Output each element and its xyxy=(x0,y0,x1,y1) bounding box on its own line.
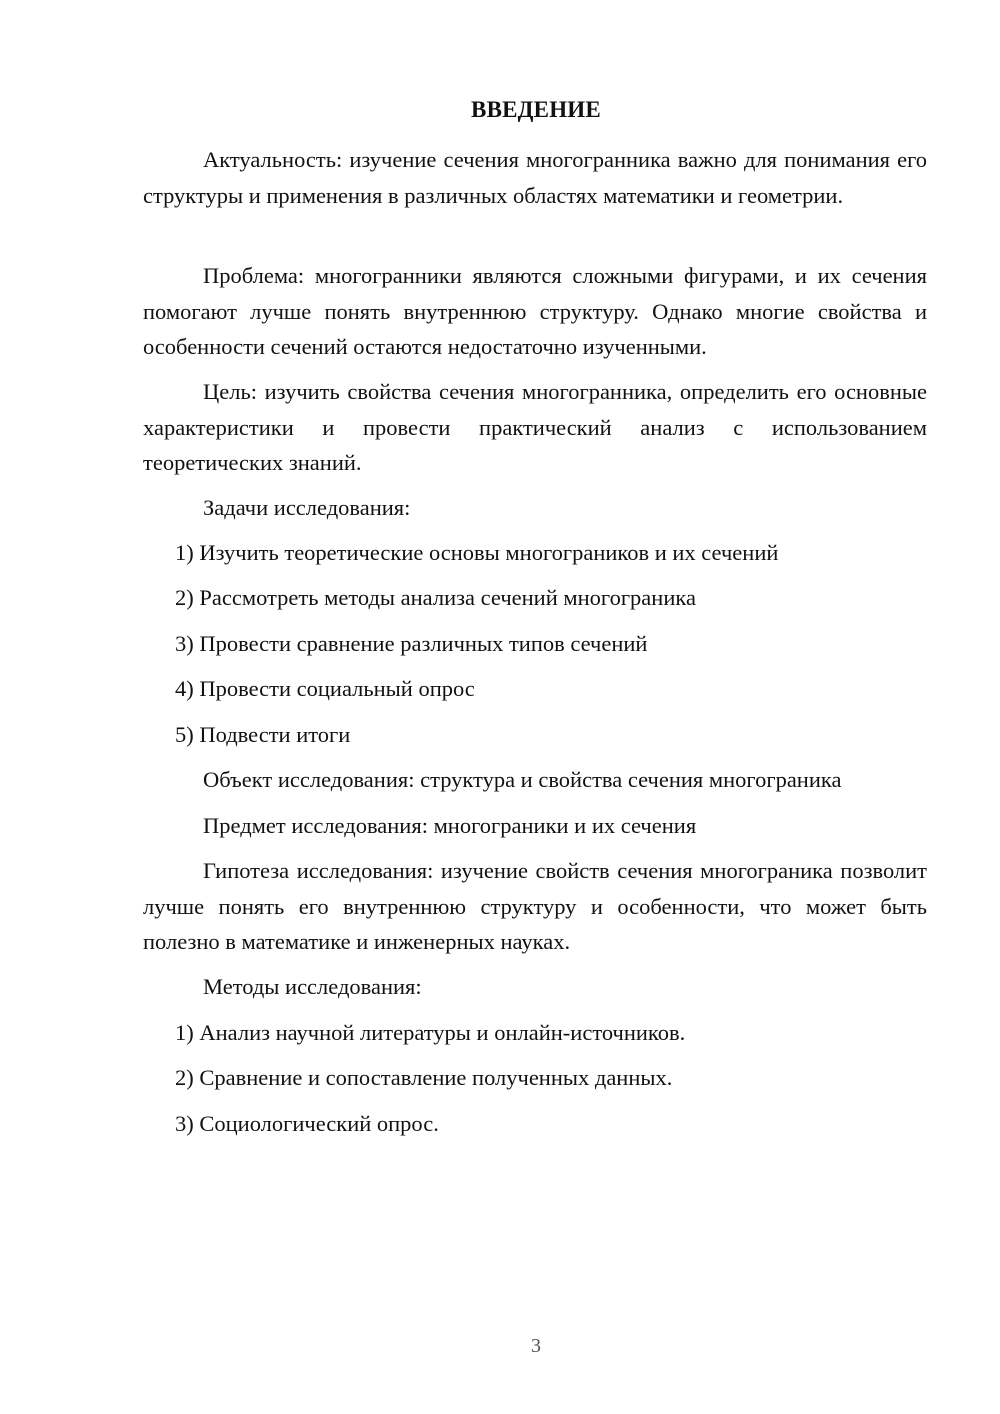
methods-title: Методы исследования: xyxy=(203,974,422,999)
goal-paragraph: Цель: изучить свойства сечения многогранника, определить его основные характеристики и провести практический анализ с использованием теоретических знаний. xyxy=(143,379,927,475)
list-item: 1) Изучить теоретические основы многограников и их сечений xyxy=(175,540,779,565)
list-item: 3) Социологический опрос. xyxy=(175,1111,439,1136)
subject-line: Предмет исследования: многограники и их сечения xyxy=(203,813,697,838)
tasks-title: Задачи исследования: xyxy=(203,495,411,520)
section-heading: ВВЕДЕНИЕ xyxy=(471,97,601,122)
list-item: 4) Провести социальный опрос xyxy=(175,676,475,701)
object-line: Объект исследования: структура и свойства сечения многограника xyxy=(203,767,842,792)
list-item: 3) Провести сравнение различных типов сечений xyxy=(175,631,648,656)
relevance-paragraph: Актуальность: изучение сечения многогранника важно для понимания его структуры и применения в различных областях математики и геометрии. xyxy=(143,147,927,208)
hypothesis-paragraph: Гипотеза исследования: изучение свойств сечения многограника позволит лучше понять его внутреннюю структуру и особенности, что может быть полезно в математике и инженерных науках. xyxy=(143,858,927,954)
page-number: 3 xyxy=(531,1335,541,1357)
list-item: 2) Сравнение и сопоставление полученных данных. xyxy=(175,1065,673,1090)
list-item: 1) Анализ научной литературы и онлайн-источников. xyxy=(175,1020,686,1045)
problem-paragraph: Проблема: многогранники являются сложными фигурами, и их сечения помогают лучше понять внутреннюю структуру. Однако многие свойства и особенности сечений остаются недостаточно изученными. xyxy=(143,263,927,359)
list-item: 2) Рассмотреть методы анализа сечений многограника xyxy=(175,585,696,610)
list-item: 5) Подвести итоги xyxy=(175,722,351,747)
